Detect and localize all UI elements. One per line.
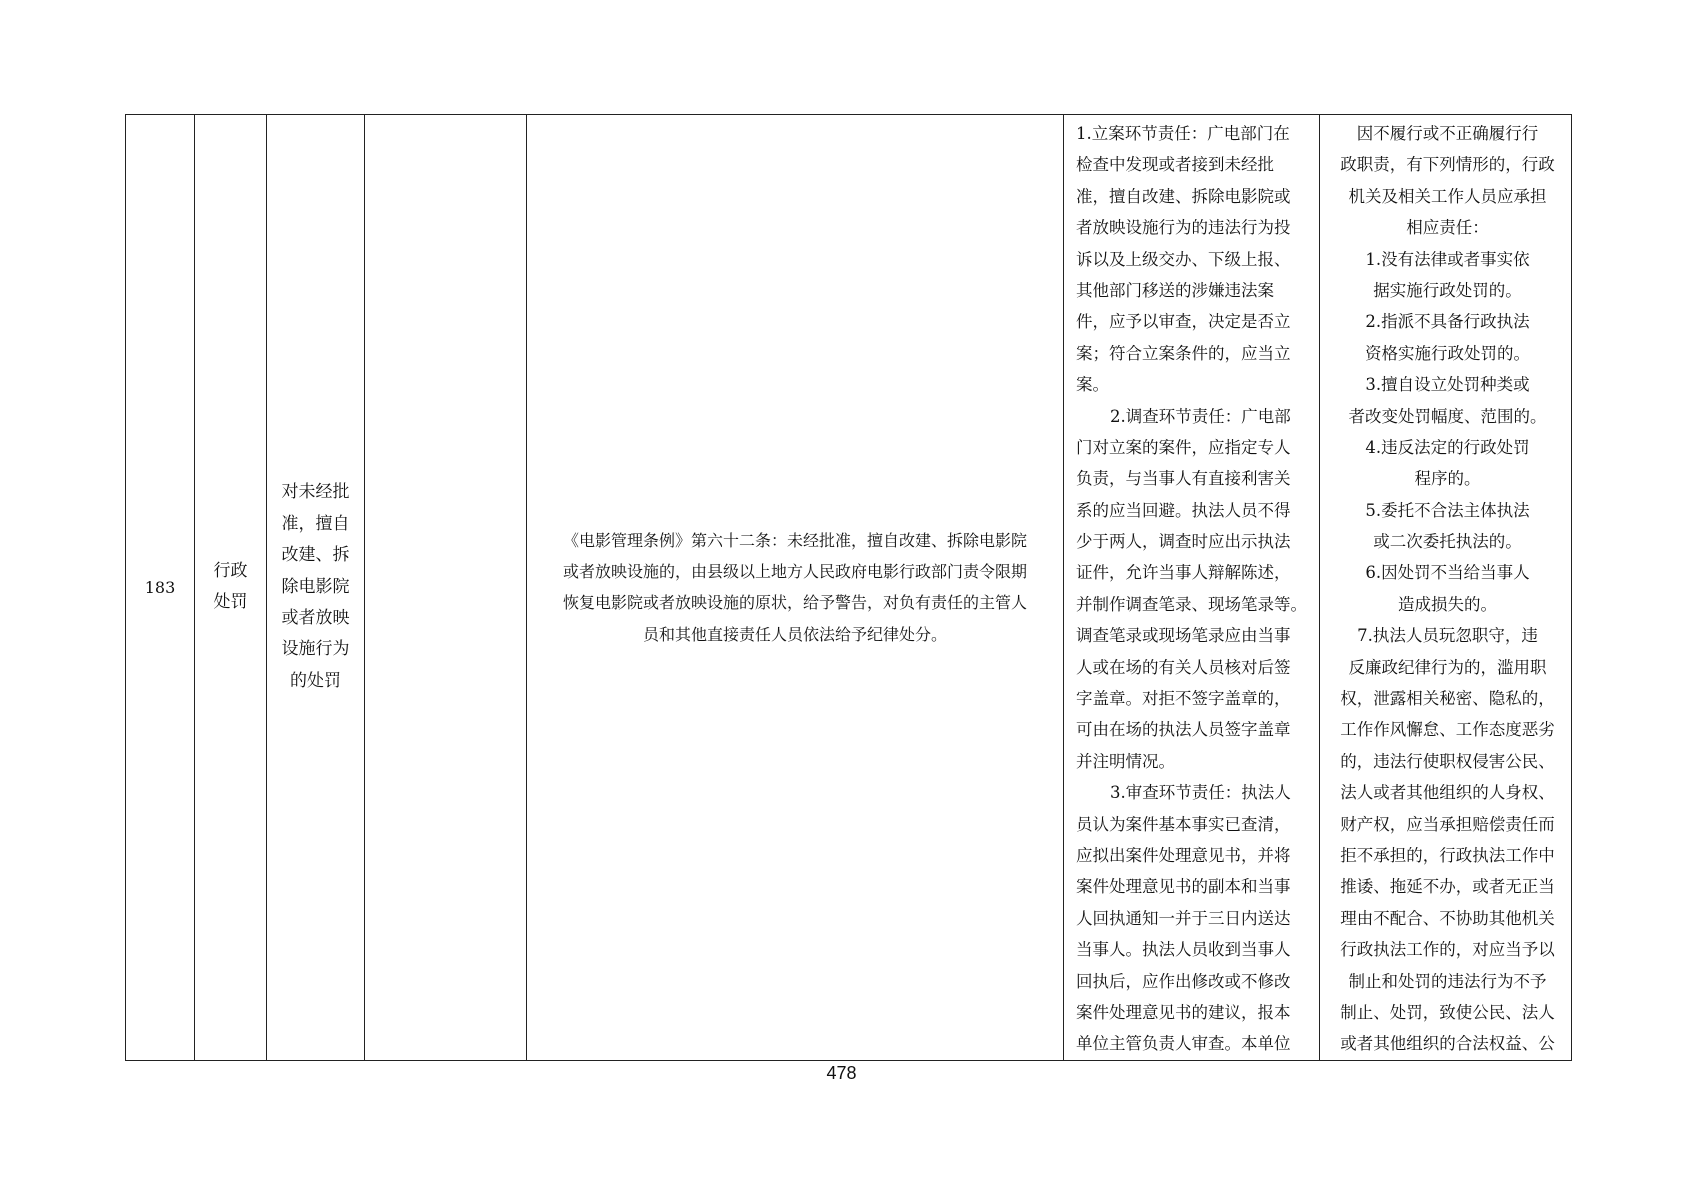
duty-line: 件，应予以审查，决定是否立 (1076, 312, 1291, 332)
accountability-line: 相应责任： (1406, 218, 1489, 238)
accountability-line: 制止和处罚的违法行为不予 (1348, 971, 1547, 991)
accountability-line: 1.没有法律或者事实依 (1365, 249, 1530, 269)
page-number: 478 (826, 1063, 857, 1083)
power-type-cell (195, 115, 267, 1061)
legal-basis-line: 恢复电影院或者放映设施的原状，给予警告，对负有责任的主管人 (562, 593, 1027, 613)
accountability-line: 财产权，应当承担赔偿责任而 (1340, 814, 1555, 834)
duty-line: 系的应当回避。执法人员不得 (1076, 500, 1291, 520)
accountability-line: 者改变处罚幅度、范围的。 (1348, 406, 1547, 426)
accountability-line: 程序的。 (1414, 469, 1481, 489)
accountability-line: 4.违反法定的行政处罚 (1365, 437, 1530, 457)
accountability-line: 的，违法行使职权侵害公民、 (1340, 751, 1555, 771)
accountability-line: 理由不配合、不协助其他机关 (1340, 908, 1555, 928)
power-list-table (125, 114, 1572, 1061)
duty-line: 门对立案的案件，应指定专人 (1076, 437, 1291, 457)
duty-line: 案件处理意见书的副本和当事 (1076, 877, 1291, 897)
accountability-line: 资格实施行政处罚的。 (1365, 343, 1530, 363)
duty-line: 检查中发现或者接到未经批 (1076, 155, 1274, 175)
legal-basis-line: 或者放映设施的，由县级以上地方人民政府电影行政部门责令限期 (562, 561, 1027, 581)
accountability-line: 制止、处罚，致使公民、法人 (1340, 1002, 1555, 1022)
power-name-line: 设施行为 (281, 639, 350, 660)
accountability-line: 据实施行政处罚的。 (1373, 280, 1522, 300)
power-type-line: 处罚 (213, 592, 248, 613)
power-type-line: 行政 (213, 560, 248, 581)
duty-line: 员认为案件基本事实已查清， (1076, 814, 1291, 834)
duty-line: 人或在场的有关人员核对后签 (1076, 657, 1291, 677)
duty-line: 2.调查环节责任：广电部 (1110, 406, 1291, 426)
accountability-line: 3.擅自设立处罚种类或 (1365, 375, 1530, 395)
accountability-line: 推诿、拖延不办，或者无正当 (1340, 877, 1555, 897)
accountability-cell (1320, 115, 1572, 1061)
accountability-line: 6.因处罚不当给当事人 (1365, 563, 1530, 583)
duty-steps-cell (1064, 115, 1320, 1061)
duty-line: 证件，允许当事人辩解陈述， (1076, 563, 1291, 583)
duty-line: 者放映设施行为的违法行为投 (1076, 218, 1291, 238)
duty-line: 单位主管负责人审查。本单位 (1076, 1034, 1291, 1054)
duty-line: 人回执通知一并于三日内送达 (1076, 908, 1291, 928)
accountability-line: 政职责，有下列情形的，行政 (1340, 155, 1555, 175)
accountability-line: 因不履行或不正确履行行 (1356, 124, 1539, 143)
duty-line: 1.立案环节责任：广电部门在 (1076, 124, 1290, 143)
accountability-line: 行政执法工作的，对应当予以 (1340, 940, 1555, 960)
duty-line: 少于两人，调查时应出示执法 (1076, 532, 1291, 552)
accountability-line: 反廉政纪律行为的，滥用职 (1348, 657, 1547, 677)
power-name-line: 对未经批 (281, 482, 350, 503)
item-number: 183 (144, 577, 176, 597)
accountability-line: 5.委托不合法主体执法 (1365, 500, 1530, 520)
duty-line: 准，擅自改建、拆除电影院或 (1076, 186, 1291, 206)
accountability-line: 造成损失的。 (1398, 594, 1497, 614)
table-row (126, 115, 1572, 1061)
duty-line: 负责，与当事人有直接利害关 (1076, 469, 1291, 489)
accountability-line: 或者其他组织的合法权益、公 (1340, 1034, 1555, 1054)
power-name-line: 的处罚 (290, 670, 341, 691)
accountability-line: 工作作风懈怠、工作态度恶劣 (1340, 720, 1555, 740)
accountability-line: 拒不承担的，行政执法工作中 (1340, 845, 1555, 865)
empty-cell (365, 115, 527, 1061)
accountability-line: 机关及相关工作人员应承担 (1348, 186, 1547, 206)
duty-line: 调查笔录或现场笔录应由当事 (1076, 626, 1291, 646)
legal-basis-cell (527, 115, 1064, 1061)
power-name-line: 改建、拆 (281, 545, 350, 566)
duty-line: 可由在场的执法人员签字盖章 (1076, 720, 1291, 740)
power-name-cell (267, 115, 365, 1061)
duty-line: 诉以及上级交办、下级上报、 (1076, 249, 1291, 269)
duty-line: 当事人。执法人员收到当事人 (1076, 940, 1291, 960)
duty-line: 字盖章。对拒不签字盖章的， (1076, 689, 1291, 709)
duty-line: 案。 (1076, 375, 1109, 395)
duty-line: 案；符合立案条件的，应当立 (1076, 343, 1291, 363)
accountability-line: 7.执法人员玩忽职守，违 (1357, 626, 1538, 646)
duty-line: 并制作调查笔录、现场笔录等。 (1076, 594, 1307, 614)
power-name-line: 或者放映 (281, 608, 350, 629)
duty-line: 案件处理意见书的建议，报本 (1076, 1002, 1291, 1022)
duty-line: 3.审查环节责任：执法人 (1110, 783, 1291, 803)
duty-line: 应拟出案件处理意见书，并将 (1076, 845, 1291, 865)
accountability-line: 或二次委托执法的。 (1373, 532, 1522, 552)
item-number-cell (126, 115, 195, 1061)
accountability-line: 2.指派不具备行政执法 (1365, 312, 1530, 332)
power-name-line: 除电影院 (281, 576, 350, 597)
legal-basis-line: 员和其他直接责任人员依法给予纪律处分。 (642, 624, 947, 644)
duty-line: 其他部门移送的涉嫌违法案 (1076, 280, 1274, 300)
legal-basis-line: 《电影管理条例》第六十二条：未经批准，擅自改建、拆除电影院 (562, 530, 1027, 550)
power-name-line: 准，擅自 (281, 513, 350, 534)
duty-line: 并注明情况。 (1076, 751, 1175, 771)
accountability-line: 权，泄露相关秘密、隐私的， (1340, 689, 1555, 709)
duty-line: 回执后，应作出修改或不修改 (1076, 971, 1291, 991)
accountability-line: 法人或者其他组织的人身权、 (1340, 783, 1555, 803)
